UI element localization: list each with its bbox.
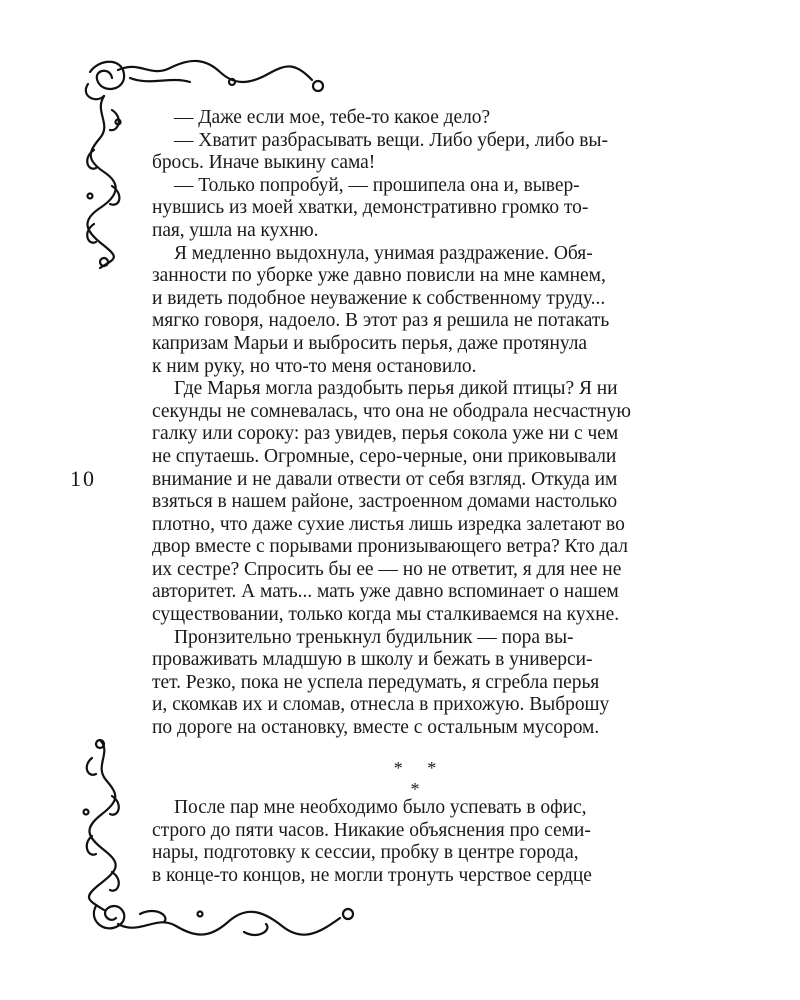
text-line: галку или сороку: раз увидев, перья сокола уже ни с чем [152, 423, 619, 445]
text-line: нары, подготовку к сессии, пробку в центре города, [152, 842, 579, 864]
text-line: Где Марья могла раздобыть перья дикой птицы? Я ни [174, 378, 618, 400]
text-line: — Только попробуй, — прошипела она и, вывер- [174, 174, 580, 196]
text-line: авторитет. А мать... мать уже давно вспоминает о нашем [152, 581, 619, 603]
body-text-block-1 [152, 107, 722, 740]
text-line: их сестре? Спросить бы ее — но не ответит, я для нее не [152, 558, 622, 580]
text-line: занности по уборке уже давно повисли на мне камнем, [152, 265, 606, 287]
text-line: После пар мне необходимо было успевать в офис, [174, 797, 587, 818]
section-separator: * * * [393, 758, 447, 799]
text-line: пая, ушла на кухню. [152, 219, 319, 241]
text-line: существовании, только когда мы сталкиваемся на кухне. [152, 604, 620, 626]
text-line: капризам Марьи и выбросить перья, даже протянула [152, 332, 588, 354]
text-line: мягко говоря, надоело. В этот раз я решила не потакать [152, 310, 610, 332]
text-line: взяться в нашем районе, застроенном домами настолько [152, 491, 618, 513]
page-number: 10 [70, 466, 96, 491]
text-line: и видеть подобное неуважение к собственному труду... [152, 287, 606, 309]
text-line: брось. Иначе выкину сама! [152, 152, 376, 174]
text-line: и, скомкав их и сломав, отнесла в прихожую. Выброшу [152, 694, 610, 716]
text-line: нувшись из моей хватки, демонстративно громко то- [152, 197, 589, 219]
text-line: не спутаешь. Огромные, серо-черные, они приковывали [152, 445, 617, 467]
text-line: по дороге на остановку, вместе с остальным мусором. [152, 717, 600, 739]
text-line: к ним руку, но что-то меня остановило. [152, 355, 477, 377]
text-line: тет. Резко, пока не успела передумать, я сгребла перья [152, 671, 600, 693]
text-line: — Хватит разбрасывать вещи. Либо убери, либо вы- [174, 129, 608, 151]
text-line: в конце-то концов, не могли тронуть черствое сердце [152, 864, 592, 886]
body-text-block-2 [152, 797, 722, 887]
text-line: внимание и не давали отвести от себя взгляд. Откуда им [152, 468, 618, 490]
text-line: проваживать младшую в школу и бежать в универси- [152, 649, 593, 671]
text-line: плотно, что даже сухие листья лишь изредка залетают во [152, 513, 625, 535]
text-line: — Даже если мое, тебе-то какое дело? [174, 107, 491, 128]
text-line: строго до пяти часов. Никакие объяснения про семи- [152, 819, 591, 841]
text-line: Пронзительно тренькнул будильник — пора вы- [174, 626, 574, 648]
text-line: двор вместе с порывами пронизывающего ветра? Кто дал [152, 536, 628, 558]
text-line: Я медленно выдохнула, унимая раздражение. Обя- [174, 242, 593, 264]
text-line: секунды не сомневалась, что она не ободрала несчастную [152, 400, 631, 422]
